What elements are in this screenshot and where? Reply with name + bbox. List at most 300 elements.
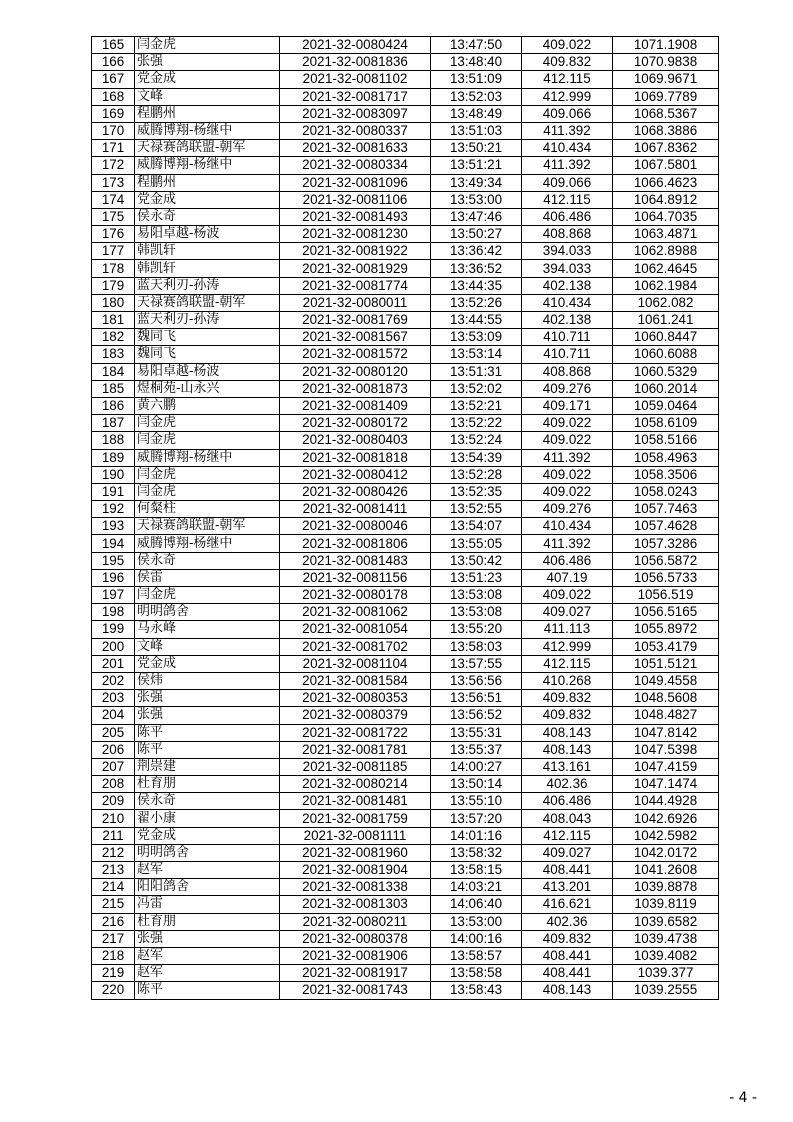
arrival-time-cell: 13:52:55 [431,501,522,518]
ring-number-cell: 2021-32-0081922 [280,243,431,260]
ring-number-cell: 2021-32-0080337 [280,122,431,139]
arrival-time-cell: 13:50:42 [431,552,522,569]
ring-number-cell: 2021-32-0081781 [280,741,431,758]
arrival-time-cell: 13:56:51 [431,690,522,707]
ring-number-cell: 2021-32-0081185 [280,758,431,775]
rank-cell: 181 [92,312,135,329]
speed-cell: 1048.5608 [613,690,719,707]
table-row [92,432,719,449]
arrival-time-cell: 14:06:40 [431,896,522,913]
ring-number-cell: 2021-32-0081717 [280,88,431,105]
speed-cell: 1039.8878 [613,879,719,896]
speed-cell: 1060.5329 [613,363,719,380]
distance-cell: 410.434 [522,294,613,311]
owner-cell: 韩凯轩 [135,260,280,277]
ring-number-cell: 2021-32-0081409 [280,397,431,414]
arrival-time-cell: 13:51:09 [431,71,522,88]
distance-cell: 413.161 [522,758,613,775]
table-row [92,810,719,827]
arrival-time-cell: 13:50:14 [431,776,522,793]
ring-number-cell: 2021-32-0080334 [280,157,431,174]
ring-number-cell: 2021-32-0081743 [280,982,431,999]
arrival-time-cell: 13:51:21 [431,157,522,174]
arrival-time-cell: 13:53:00 [431,191,522,208]
owner-cell: 阳阳鸽舍 [135,879,280,896]
owner-cell: 赵军 [135,862,280,879]
speed-cell: 1069.7789 [613,88,719,105]
ring-number-cell: 2021-32-0081584 [280,672,431,689]
table-row [92,363,719,380]
speed-cell: 1068.3886 [613,122,719,139]
distance-cell: 409.276 [522,380,613,397]
table-row [92,140,719,157]
ring-number-cell: 2021-32-0081836 [280,54,431,71]
owner-cell: 冯雷 [135,896,280,913]
distance-cell: 412.999 [522,638,613,655]
owner-cell: 黄六鹏 [135,397,280,414]
owner-cell: 易阳卓越-杨波 [135,363,280,380]
distance-cell: 410.434 [522,518,613,535]
distance-cell: 408.043 [522,810,613,827]
rank-cell: 186 [92,397,135,414]
arrival-time-cell: 14:01:16 [431,827,522,844]
distance-cell: 406.486 [522,208,613,225]
owner-cell: 陈平 [135,741,280,758]
rank-cell: 182 [92,329,135,346]
ring-number-cell: 2021-32-0081054 [280,621,431,638]
ring-number-cell: 2021-32-0081960 [280,844,431,861]
ring-number-cell: 2021-32-0083097 [280,105,431,122]
arrival-time-cell: 13:52:24 [431,432,522,449]
speed-cell: 1048.4827 [613,707,719,724]
speed-cell: 1047.4159 [613,758,719,775]
speed-cell: 1062.1984 [613,277,719,294]
speed-cell: 1062.082 [613,294,719,311]
rank-cell: 173 [92,174,135,191]
distance-cell: 406.486 [522,793,613,810]
rank-cell: 211 [92,827,135,844]
table-row [92,208,719,225]
arrival-time-cell: 13:52:35 [431,483,522,500]
arrival-time-cell: 13:55:05 [431,535,522,552]
owner-cell: 翟小康 [135,810,280,827]
speed-cell: 1062.8988 [613,243,719,260]
rank-cell: 206 [92,741,135,758]
owner-cell: 威腾博翔-杨继中 [135,122,280,139]
owner-cell: 杜育朋 [135,913,280,930]
ring-number-cell: 2021-32-0081493 [280,208,431,225]
table-row [92,449,719,466]
speed-cell: 1039.2555 [613,982,719,999]
ring-number-cell: 2021-32-0081722 [280,724,431,741]
rank-cell: 202 [92,672,135,689]
arrival-time-cell: 13:49:34 [431,174,522,191]
table-row [92,312,719,329]
speed-cell: 1067.8362 [613,140,719,157]
rank-cell: 165 [92,37,135,54]
rank-cell: 170 [92,122,135,139]
distance-cell: 411.392 [522,535,613,552]
rank-cell: 177 [92,243,135,260]
arrival-time-cell: 13:55:31 [431,724,522,741]
arrival-time-cell: 13:53:08 [431,587,522,604]
table-row [92,157,719,174]
ring-number-cell: 2021-32-0081230 [280,226,431,243]
table-row [92,896,719,913]
owner-cell: 闫金虎 [135,37,280,54]
rank-cell: 185 [92,380,135,397]
speed-cell: 1064.7035 [613,208,719,225]
distance-cell: 409.022 [522,483,613,500]
arrival-time-cell: 13:58:57 [431,947,522,964]
arrival-time-cell: 13:48:49 [431,105,522,122]
arrival-time-cell: 13:51:31 [431,363,522,380]
arrival-time-cell: 13:55:37 [431,741,522,758]
owner-cell: 闫金虎 [135,415,280,432]
speed-cell: 1060.2014 [613,380,719,397]
rank-cell: 198 [92,604,135,621]
rank-cell: 166 [92,54,135,71]
speed-cell: 1062.4645 [613,260,719,277]
ring-number-cell: 2021-32-0081411 [280,501,431,518]
arrival-time-cell: 13:52:28 [431,466,522,483]
table-row [92,672,719,689]
arrival-time-cell: 13:57:20 [431,810,522,827]
table-row [92,621,719,638]
distance-cell: 409.171 [522,397,613,414]
arrival-time-cell: 13:53:14 [431,346,522,363]
owner-cell: 天禄赛鸽联盟-朝军 [135,294,280,311]
speed-cell: 1042.6926 [613,810,719,827]
speed-cell: 1041.2608 [613,862,719,879]
speed-cell: 1058.5166 [613,432,719,449]
arrival-time-cell: 13:52:22 [431,415,522,432]
ring-number-cell: 2021-32-0080046 [280,518,431,535]
owner-cell: 韩凯轩 [135,243,280,260]
table-row [92,724,719,741]
speed-cell: 1058.0243 [613,483,719,500]
arrival-time-cell: 13:53:00 [431,913,522,930]
distance-cell: 394.033 [522,260,613,277]
ring-number-cell: 2021-32-0080379 [280,707,431,724]
arrival-time-cell: 14:00:16 [431,930,522,947]
rank-cell: 209 [92,793,135,810]
rank-cell: 218 [92,947,135,964]
rank-cell: 207 [92,758,135,775]
distance-cell: 411.392 [522,157,613,174]
arrival-time-cell: 13:48:40 [431,54,522,71]
rank-cell: 184 [92,363,135,380]
distance-cell: 411.113 [522,621,613,638]
owner-cell: 闫金虎 [135,587,280,604]
table-row [92,707,719,724]
rank-cell: 194 [92,535,135,552]
ring-number-cell: 2021-32-0080378 [280,930,431,947]
rank-cell: 171 [92,140,135,157]
distance-cell: 416.621 [522,896,613,913]
arrival-time-cell: 13:52:03 [431,88,522,105]
owner-cell: 威腾博翔-杨继中 [135,535,280,552]
table-row [92,329,719,346]
distance-cell: 409.027 [522,604,613,621]
results-table-body [92,37,719,1000]
distance-cell: 408.143 [522,724,613,741]
table-row [92,587,719,604]
table-row [92,690,719,707]
ring-number-cell: 2021-32-0080011 [280,294,431,311]
owner-cell: 文峰 [135,638,280,655]
table-row [92,243,719,260]
arrival-time-cell: 13:52:21 [431,397,522,414]
distance-cell: 411.392 [522,122,613,139]
distance-cell: 409.832 [522,54,613,71]
speed-cell: 1047.8142 [613,724,719,741]
distance-cell: 409.022 [522,587,613,604]
speed-cell: 1055.8972 [613,621,719,638]
table-row [92,862,719,879]
owner-cell: 程鹏州 [135,174,280,191]
rank-cell: 178 [92,260,135,277]
distance-cell: 410.711 [522,329,613,346]
rank-cell: 197 [92,587,135,604]
speed-cell: 1057.3286 [613,535,719,552]
distance-cell: 402.36 [522,776,613,793]
owner-cell: 张强 [135,690,280,707]
ring-number-cell: 2021-32-0081303 [280,896,431,913]
ring-number-cell: 2021-32-0081904 [280,862,431,879]
distance-cell: 410.268 [522,672,613,689]
ring-number-cell: 2021-32-0081917 [280,965,431,982]
speed-cell: 1056.519 [613,587,719,604]
ring-number-cell: 2021-32-0081818 [280,449,431,466]
rank-cell: 193 [92,518,135,535]
rank-cell: 217 [92,930,135,947]
table-row [92,294,719,311]
ring-number-cell: 2021-32-0081106 [280,191,431,208]
speed-cell: 1056.5165 [613,604,719,621]
owner-cell: 威腾博翔-杨继中 [135,449,280,466]
speed-cell: 1039.6582 [613,913,719,930]
ring-number-cell: 2021-32-0081096 [280,174,431,191]
owner-cell: 闫金虎 [135,466,280,483]
speed-cell: 1067.5801 [613,157,719,174]
distance-cell: 406.486 [522,552,613,569]
arrival-time-cell: 13:55:20 [431,621,522,638]
rank-cell: 203 [92,690,135,707]
results-table [91,36,719,1000]
rank-cell: 200 [92,638,135,655]
ring-number-cell: 2021-32-0081572 [280,346,431,363]
owner-cell: 天禄赛鸽联盟-朝军 [135,140,280,157]
distance-cell: 402.36 [522,913,613,930]
arrival-time-cell: 13:56:56 [431,672,522,689]
table-row [92,913,719,930]
owner-cell: 闫金虎 [135,483,280,500]
table-row [92,397,719,414]
owner-cell: 张强 [135,707,280,724]
table-row [92,741,719,758]
arrival-time-cell: 13:44:35 [431,277,522,294]
distance-cell: 409.022 [522,37,613,54]
ring-number-cell: 2021-32-0081338 [280,879,431,896]
owner-cell: 魏同飞 [135,329,280,346]
speed-cell: 1039.8119 [613,896,719,913]
rank-cell: 195 [92,552,135,569]
speed-cell: 1056.5733 [613,569,719,586]
arrival-time-cell: 13:53:09 [431,329,522,346]
rank-cell: 216 [92,913,135,930]
ring-number-cell: 2021-32-0081567 [280,329,431,346]
table-row [92,844,719,861]
arrival-time-cell: 14:03:21 [431,879,522,896]
rank-cell: 215 [92,896,135,913]
distance-cell: 409.022 [522,466,613,483]
speed-cell: 1059.0464 [613,397,719,414]
owner-cell: 杜育朋 [135,776,280,793]
owner-cell: 天禄赛鸽联盟-朝军 [135,518,280,535]
ring-number-cell: 2021-32-0080412 [280,466,431,483]
ring-number-cell: 2021-32-0080120 [280,363,431,380]
table-row [92,793,719,810]
page-number: - 4 - [729,1090,757,1106]
table-row [92,483,719,500]
table-row [92,758,719,775]
speed-cell: 1051.5121 [613,655,719,672]
table-row [92,105,719,122]
owner-cell: 明明鸽舍 [135,604,280,621]
arrival-time-cell: 13:53:08 [431,604,522,621]
owner-cell: 陈平 [135,724,280,741]
owner-cell: 威腾博翔-杨继中 [135,157,280,174]
ring-number-cell: 2021-32-0080214 [280,776,431,793]
rank-cell: 190 [92,466,135,483]
owner-cell: 文峰 [135,88,280,105]
arrival-time-cell: 13:44:55 [431,312,522,329]
owner-cell: 党金成 [135,655,280,672]
distance-cell: 409.832 [522,707,613,724]
owner-cell: 闫金虎 [135,432,280,449]
rank-cell: 214 [92,879,135,896]
ring-number-cell: 2021-32-0081929 [280,260,431,277]
distance-cell: 409.832 [522,930,613,947]
table-row [92,346,719,363]
distance-cell: 409.066 [522,105,613,122]
rank-cell: 201 [92,655,135,672]
table-row [92,518,719,535]
table-row [92,827,719,844]
speed-cell: 1070.9838 [613,54,719,71]
arrival-time-cell: 13:51:03 [431,122,522,139]
owner-cell: 张强 [135,54,280,71]
arrival-time-cell: 13:51:23 [431,569,522,586]
speed-cell: 1042.0172 [613,844,719,861]
speed-cell: 1044.4928 [613,793,719,810]
arrival-time-cell: 13:57:55 [431,655,522,672]
arrival-time-cell: 13:58:15 [431,862,522,879]
distance-cell: 412.999 [522,88,613,105]
arrival-time-cell: 13:36:52 [431,260,522,277]
table-row [92,552,719,569]
speed-cell: 1060.8447 [613,329,719,346]
arrival-time-cell: 13:58:43 [431,982,522,999]
rank-cell: 205 [92,724,135,741]
owner-cell: 赵军 [135,947,280,964]
table-row [92,535,719,552]
rank-cell: 174 [92,191,135,208]
table-row [92,88,719,105]
distance-cell: 412.115 [522,191,613,208]
ring-number-cell: 2021-32-0081906 [280,947,431,964]
rank-cell: 199 [92,621,135,638]
speed-cell: 1047.1474 [613,776,719,793]
distance-cell: 408.868 [522,226,613,243]
ring-number-cell: 2021-32-0080424 [280,37,431,54]
table-row [92,380,719,397]
speed-cell: 1039.4738 [613,930,719,947]
owner-cell: 党金成 [135,827,280,844]
speed-cell: 1071.1908 [613,37,719,54]
table-row [92,37,719,54]
ring-number-cell: 2021-32-0081873 [280,380,431,397]
rank-cell: 176 [92,226,135,243]
owner-cell: 张强 [135,930,280,947]
ring-number-cell: 2021-32-0080426 [280,483,431,500]
owner-cell: 陈平 [135,982,280,999]
speed-cell: 1057.7463 [613,501,719,518]
table-row [92,277,719,294]
speed-cell: 1061.241 [613,312,719,329]
arrival-time-cell: 13:50:27 [431,226,522,243]
ring-number-cell: 2021-32-0081759 [280,810,431,827]
ring-number-cell: 2021-32-0081806 [280,535,431,552]
rank-cell: 175 [92,208,135,225]
distance-cell: 408.143 [522,741,613,758]
distance-cell: 408.441 [522,965,613,982]
rank-cell: 191 [92,483,135,500]
ring-number-cell: 2021-32-0081774 [280,277,431,294]
table-row [92,947,719,964]
ring-number-cell: 2021-32-0080178 [280,587,431,604]
owner-cell: 侯永奇 [135,793,280,810]
speed-cell: 1039.377 [613,965,719,982]
ring-number-cell: 2021-32-0081104 [280,655,431,672]
distance-cell: 411.392 [522,449,613,466]
ring-number-cell: 2021-32-0081769 [280,312,431,329]
table-row [92,260,719,277]
distance-cell: 412.115 [522,827,613,844]
owner-cell: 侯永奇 [135,552,280,569]
arrival-time-cell: 13:52:02 [431,380,522,397]
rank-cell: 192 [92,501,135,518]
distance-cell: 407.19 [522,569,613,586]
rank-cell: 196 [92,569,135,586]
speed-cell: 1060.6088 [613,346,719,363]
owner-cell: 煜桐苑-山永兴 [135,380,280,397]
table-row [92,930,719,947]
speed-cell: 1039.4082 [613,947,719,964]
distance-cell: 409.022 [522,415,613,432]
table-row [92,226,719,243]
ring-number-cell: 2021-32-0080211 [280,913,431,930]
table-row [92,879,719,896]
rank-cell: 212 [92,844,135,861]
speed-cell: 1058.4963 [613,449,719,466]
ring-number-cell: 2021-32-0081702 [280,638,431,655]
owner-cell: 程鹏州 [135,105,280,122]
ring-number-cell: 2021-32-0081062 [280,604,431,621]
distance-cell: 410.711 [522,346,613,363]
owner-cell: 蓝天利刃-孙涛 [135,312,280,329]
